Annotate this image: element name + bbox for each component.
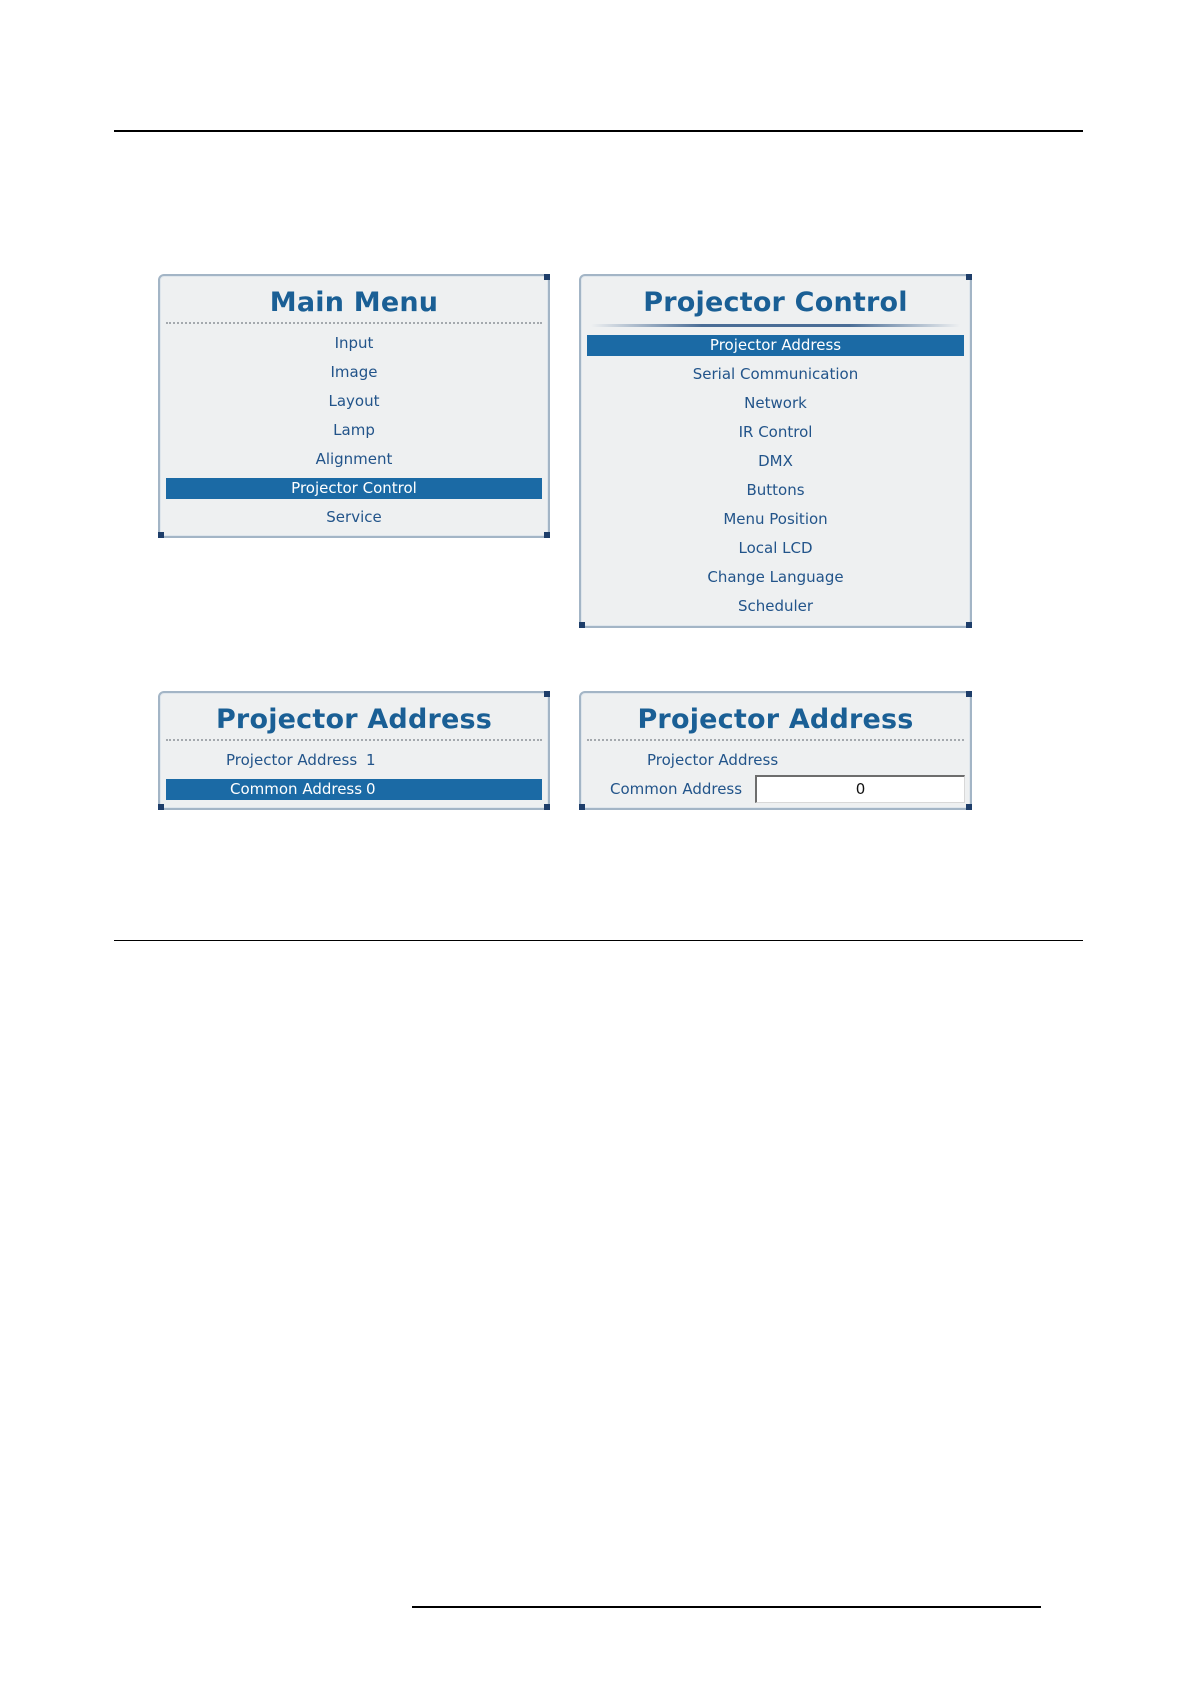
- main-menu-panel: [158, 274, 550, 538]
- projector-address-view-panel: [158, 691, 550, 810]
- menu-item-service[interactable]: Service: [326, 508, 382, 526]
- common-address-label: Common Address: [230, 780, 363, 798]
- menu-item-menu-position[interactable]: Menu Position: [723, 510, 828, 528]
- panel-corner: [544, 804, 550, 810]
- panel-corner: [158, 532, 164, 538]
- panel-corner: [544, 532, 550, 538]
- common-address-input[interactable]: 0: [755, 775, 965, 803]
- menu-item-network[interactable]: Network: [744, 394, 807, 412]
- common-address-row[interactable]: [166, 779, 542, 800]
- panel-corner: [966, 804, 972, 810]
- panel-corner: [966, 274, 972, 280]
- menu-item-layout[interactable]: Layout: [328, 392, 380, 410]
- projector-address-row[interactable]: [166, 750, 542, 771]
- projector-address-label: Projector Address: [647, 751, 779, 769]
- header-rule: [114, 130, 1083, 132]
- menu-item-buttons[interactable]: Buttons: [746, 481, 805, 499]
- title-divider: [166, 322, 542, 324]
- title-divider: [166, 739, 542, 741]
- panel-corner: [966, 691, 972, 697]
- panel-corner: [544, 274, 550, 280]
- panel-corner: [579, 622, 585, 628]
- projector-address-title: Projector Address: [215, 704, 493, 735]
- projector-control-title: Projector Control: [643, 287, 908, 318]
- title-divider: [587, 739, 964, 741]
- menu-item-projector-address[interactable]: Projector Address: [587, 335, 964, 356]
- panel-corner: [158, 804, 164, 810]
- menu-item-image[interactable]: Image: [330, 363, 378, 381]
- menu-item-local-lcd[interactable]: Local LCD: [738, 539, 813, 557]
- panel-corner: [966, 622, 972, 628]
- menu-item-ir-control[interactable]: IR Control: [738, 423, 813, 441]
- panel-corner: [579, 804, 585, 810]
- menu-item-serial-communication[interactable]: Serial Communication: [692, 365, 859, 383]
- projector-address-label: Projector Address: [226, 751, 358, 769]
- menu-item-dmx[interactable]: DMX: [758, 452, 793, 470]
- footer-rule: [412, 1606, 1041, 1608]
- projector-control-panel: [579, 274, 972, 628]
- projector-address-value: 1: [366, 751, 376, 769]
- main-menu-title: Main Menu: [269, 287, 439, 318]
- common-address-label: Common Address: [610, 780, 743, 798]
- panel-corner: [544, 691, 550, 697]
- projector-address-edit-panel: [579, 691, 972, 810]
- common-address-value: 0: [366, 780, 376, 798]
- title-divider: [591, 324, 960, 327]
- menu-item-projector-control[interactable]: Projector Control: [166, 478, 542, 499]
- projector-address-title: Projector Address: [637, 704, 914, 735]
- menu-item-scheduler[interactable]: Scheduler: [737, 597, 814, 615]
- menu-item-input[interactable]: Input: [334, 334, 374, 352]
- menu-item-lamp[interactable]: Lamp: [333, 421, 375, 439]
- menu-item-alignment[interactable]: Alignment: [315, 450, 393, 468]
- section-rule: [114, 940, 1083, 941]
- menu-item-change-language[interactable]: Change Language: [707, 568, 844, 586]
